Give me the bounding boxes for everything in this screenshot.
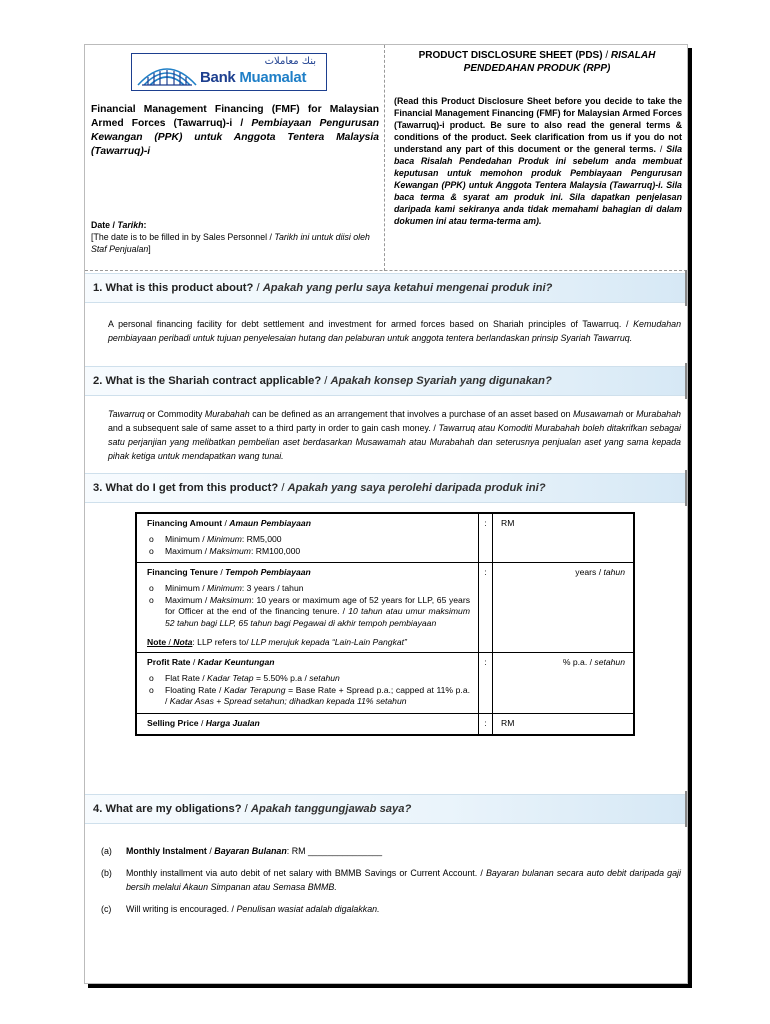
colon-cell: :	[479, 514, 493, 562]
value: : RM _______________	[286, 846, 383, 856]
text-my: Kadar Tetap	[207, 673, 254, 683]
header	[85, 45, 687, 271]
header-left	[85, 45, 385, 271]
text-my: Penulisan wasiat adalah digalakkan.	[236, 904, 380, 914]
cell-description	[137, 563, 479, 652]
section-1-header	[85, 273, 687, 303]
table-row-selling-price	[137, 714, 633, 734]
value-my: setahun	[309, 673, 340, 683]
value: : 3 years / tahun	[241, 583, 304, 593]
cell-description	[137, 514, 479, 562]
arch-emblem-icon	[136, 59, 198, 87]
logo-bank: Bank	[200, 69, 240, 86]
value-cell	[493, 563, 633, 652]
document-page	[84, 44, 688, 984]
logo-muamalat: Muamalat	[239, 69, 307, 86]
text-my: Bayaran Bulanan	[214, 846, 287, 856]
date-note-end: ]	[148, 244, 151, 254]
row-label	[147, 657, 470, 667]
pds-title-en: PRODUCT DISCLOSURE SHEET (PDS)	[418, 50, 603, 61]
section-3-title-en: 3. What do I get from this product?	[93, 482, 279, 494]
sep: /	[165, 696, 170, 706]
date-block	[91, 219, 381, 255]
date-note-en: [The date is to be filled in by Sales Personnel	[91, 232, 268, 242]
text-my: Bayaran bulanan secara auto debit daripada gaji bersih melalui Akaun Simpanan atau Semasa BMMB.	[126, 868, 681, 892]
bar-edge	[685, 791, 687, 827]
date-note-my: Tarikh ini untuk diisi oleh Staf Penjualan	[91, 232, 370, 254]
label-my: Amaun Pembiayaan	[229, 518, 311, 528]
row-label	[147, 567, 470, 577]
sep: /	[621, 319, 634, 329]
section-1-title-en: 1. What is this product about?	[93, 282, 254, 294]
pds-title-my: RISALAH PENDEDAHAN PRODUK (RPP)	[463, 50, 656, 74]
item-key: (a)	[101, 846, 112, 856]
list-item	[147, 534, 470, 546]
section-3-title-my: Apakah yang saya perolehi daripada produk ini?	[287, 482, 546, 494]
table-row-financing-amount	[137, 514, 633, 563]
value: = 5.50% p.a	[253, 673, 303, 683]
sep: /	[199, 673, 208, 683]
section-2-body-my: Tawarruq atau Komoditi Murabahah boleh ditakrifkan sebagai satu perjanjian yang melibatkan pembelian aset berdasarkan Musawamah atau Murabahah dan seterusnya penjualan aset yang sama kepada pihak ketiga untuk mendapatkan wang tunai.	[108, 423, 682, 461]
label-en: Profit Rate	[147, 657, 191, 667]
value: : RM5,000	[241, 534, 282, 544]
sep: /	[587, 657, 595, 667]
read-note	[394, 95, 682, 227]
value-my: Kadar Asas + Spread setahun; dihadkan kepada 11% setahun	[169, 696, 407, 706]
bullet-list	[147, 583, 470, 629]
sep: /	[278, 482, 288, 494]
list-item	[147, 673, 470, 685]
section-2-title	[93, 375, 552, 387]
section-1-body-my: Kemudahan pembiayaan peribadi untuk tujuan penyelesaian hutang dan pelaburan untuk anggota tentera berlandaskan prinsip Syariah Tawarruq.	[108, 319, 682, 343]
text-my: Minimum	[207, 583, 242, 593]
section-2-title-en: 2. What is the Shariah contract applicable?	[93, 375, 322, 387]
value-en: % p.a.	[562, 657, 588, 667]
text: Minimum	[165, 534, 200, 544]
product-title-my: Pembiayaan Pengurusan Kewangan (PPK) untuk Anggota Tentera Malaysia (Tawarruq)-i	[91, 118, 379, 157]
text: Maximum	[165, 594, 203, 605]
text: and a subsequent sale of same asset to a third party in order to gain cash money.	[108, 423, 431, 433]
sep: /	[217, 567, 226, 577]
text-my: Minimum	[207, 534, 242, 544]
logo-wordmark	[200, 69, 306, 86]
text-en: Will writing is encouraged.	[126, 904, 230, 914]
tenure-note	[147, 637, 470, 647]
label-en: Financing Amount	[147, 518, 223, 528]
item-key: (b)	[101, 868, 112, 878]
logo-arabic-text: بنك معاملات	[264, 56, 316, 67]
bank-logo	[131, 53, 327, 91]
sep: /	[267, 232, 275, 242]
sep: /	[166, 637, 174, 647]
read-note-en: (Read this Product Disclosure Sheet before you decide to take the Financial Management Financing (FMF) for Malaysian Armed Forces (Tawarruq)-i product. Be sure to also read the general terms & conditions of the product. Seek clarification from us if you do not understand any part of this document or the general terms.	[394, 96, 682, 154]
text-en: Monthly installment via auto debit of net salary with BMMB Savings or Current Account.	[126, 868, 478, 878]
cell-description	[137, 714, 479, 734]
list-item	[147, 595, 470, 630]
sep: /	[302, 673, 310, 683]
sep: /	[232, 118, 252, 129]
section-4-title	[93, 803, 411, 815]
product-title	[91, 103, 379, 159]
row-label	[147, 518, 470, 528]
header-right	[386, 45, 687, 271]
bar-edge	[685, 363, 687, 399]
text: or	[623, 409, 637, 419]
value-cell: RM	[501, 518, 515, 528]
colon-cell: :	[479, 653, 493, 713]
text: Floating Rate	[165, 684, 217, 695]
text: Flat Rate	[165, 673, 200, 683]
sep: /	[198, 717, 206, 728]
sep: /	[246, 637, 251, 647]
product-features-table	[135, 512, 635, 736]
date-colon: :	[143, 220, 147, 230]
note-label-en: Note	[147, 637, 167, 647]
term: Musawamah	[572, 409, 624, 419]
read-note-my: Sila baca Risalah Pendedahan Produk ini sebelum anda membuat keputusan untuk memohon produk Pembiayaan Pengurusan Kewangan (PPK) untuk Anggota Tentera Malaysia (Tawarruq)-i. Sila baca terma & syarat am produk ini. Sila dapatkan penjelasan daripada kami sekiranya anda tidak memahami bahagian di dalam dokumen ini atau terma-terma am).	[394, 144, 683, 226]
value: = Base Rate + Spread p.a.; capped at 11% p.a.	[285, 684, 470, 695]
bar-edge	[685, 270, 687, 306]
section-2-title-my: Apakah konsep Syariah yang digunakan?	[330, 375, 552, 387]
value-cell: RM	[501, 717, 515, 728]
value-my: setahun	[594, 657, 625, 667]
sep: /	[216, 684, 224, 695]
date-label-en: Date	[91, 220, 111, 230]
section-3-title	[93, 482, 546, 494]
text: Maximum	[165, 545, 203, 556]
obligation-c	[101, 902, 681, 916]
value-my: 10 tahun atau umur maksimum 52 tahun bagi LLP, 65 tahun bagi Pegawai di akhir tempoh pembiayaan	[165, 606, 470, 628]
value: : 10 years or maximum age of 52 years for LLP, 65 years for Officer at the end of the financing tenure.	[165, 594, 470, 616]
obligation-a	[101, 844, 681, 858]
sep: /	[596, 567, 604, 577]
sep: /	[222, 518, 230, 528]
list-item	[147, 583, 470, 595]
text-my: Kadar Terapung	[223, 684, 286, 695]
note-text-my: LLP merujuk kepada “Lain-Lain Pangkat”	[251, 637, 407, 647]
section-4-header	[85, 794, 687, 824]
colon-cell: :	[479, 714, 493, 734]
sep: /	[199, 534, 208, 544]
section-2-body	[108, 407, 681, 463]
cell-description	[137, 653, 479, 713]
note-text: : LLP refers to	[192, 637, 247, 647]
value-cell	[493, 653, 633, 713]
obligation-b	[101, 866, 681, 894]
text: can be defined as an arrangement that involves a purchase of an asset based on	[249, 409, 573, 419]
list-item	[147, 546, 470, 558]
label-my: Harga Jualan	[205, 717, 260, 728]
table-row-profit-rate	[137, 653, 633, 714]
colon-cell: :	[479, 563, 493, 652]
value-en: years	[575, 567, 597, 577]
list-item	[147, 685, 470, 708]
sep: /	[206, 846, 215, 856]
table-row-financing-tenure	[137, 563, 633, 653]
sep: /	[253, 282, 263, 294]
value: : RM100,000	[250, 545, 301, 556]
text-my: Maksimum	[209, 545, 251, 556]
pds-title	[394, 49, 680, 75]
text: Minimum	[165, 583, 200, 593]
sep: /	[110, 220, 118, 230]
label-my: Tempoh Pembiayaan	[225, 567, 311, 577]
sep: /	[430, 423, 439, 433]
text: or Commodity	[144, 409, 205, 419]
text-en: Monthly Instalment	[126, 846, 207, 856]
term: Murabahah	[204, 409, 250, 419]
sep: /	[602, 50, 611, 61]
label-my: Kadar Keuntungan	[197, 657, 275, 667]
section-1-title	[93, 282, 552, 294]
sep: /	[190, 657, 198, 667]
section-1-body-en: A personal financing facility for debt settlement and investment for armed forces based on Shariah principles of Tawarruq.	[108, 319, 622, 329]
sep: /	[477, 868, 486, 878]
section-1-title-my: Apakah yang perlu saya ketahui mengenai produk ini?	[262, 282, 553, 294]
item-text	[126, 844, 681, 858]
sep: /	[199, 583, 208, 593]
sep: /	[321, 375, 331, 387]
label-en: Financing Tenure	[147, 567, 218, 577]
note-label-my: Nota	[173, 637, 193, 647]
label-en: Selling Price	[147, 717, 199, 728]
value-my: tahun	[603, 567, 625, 577]
section-2-header	[85, 366, 687, 396]
bullet-list	[147, 534, 470, 557]
item-key: (c)	[101, 904, 112, 914]
sep: /	[339, 606, 349, 616]
section-4-title-en: 4. What are my obligations?	[93, 803, 242, 815]
term: Murabahah	[636, 409, 681, 419]
sep: /	[202, 545, 210, 556]
section-3-header	[85, 473, 687, 503]
item-text	[126, 902, 681, 916]
item-text	[126, 866, 681, 894]
sep: /	[241, 803, 251, 815]
section-1-body	[108, 317, 681, 345]
section-4-title-my: Apakah tanggungjawab saya?	[250, 803, 412, 815]
bullet-list	[147, 673, 470, 708]
row-label	[147, 718, 470, 728]
sep: /	[656, 144, 667, 154]
product-title-en: Financial Management Financing (FMF) for Malaysian Armed Forces (Tawarruq)-i	[91, 104, 379, 129]
sep: /	[229, 904, 237, 914]
bar-edge	[685, 470, 687, 506]
sep: /	[202, 594, 210, 605]
text-my: Maksimum	[209, 594, 252, 605]
term: Tawarruq	[108, 409, 145, 419]
date-label-my: Tarikh	[117, 220, 144, 230]
